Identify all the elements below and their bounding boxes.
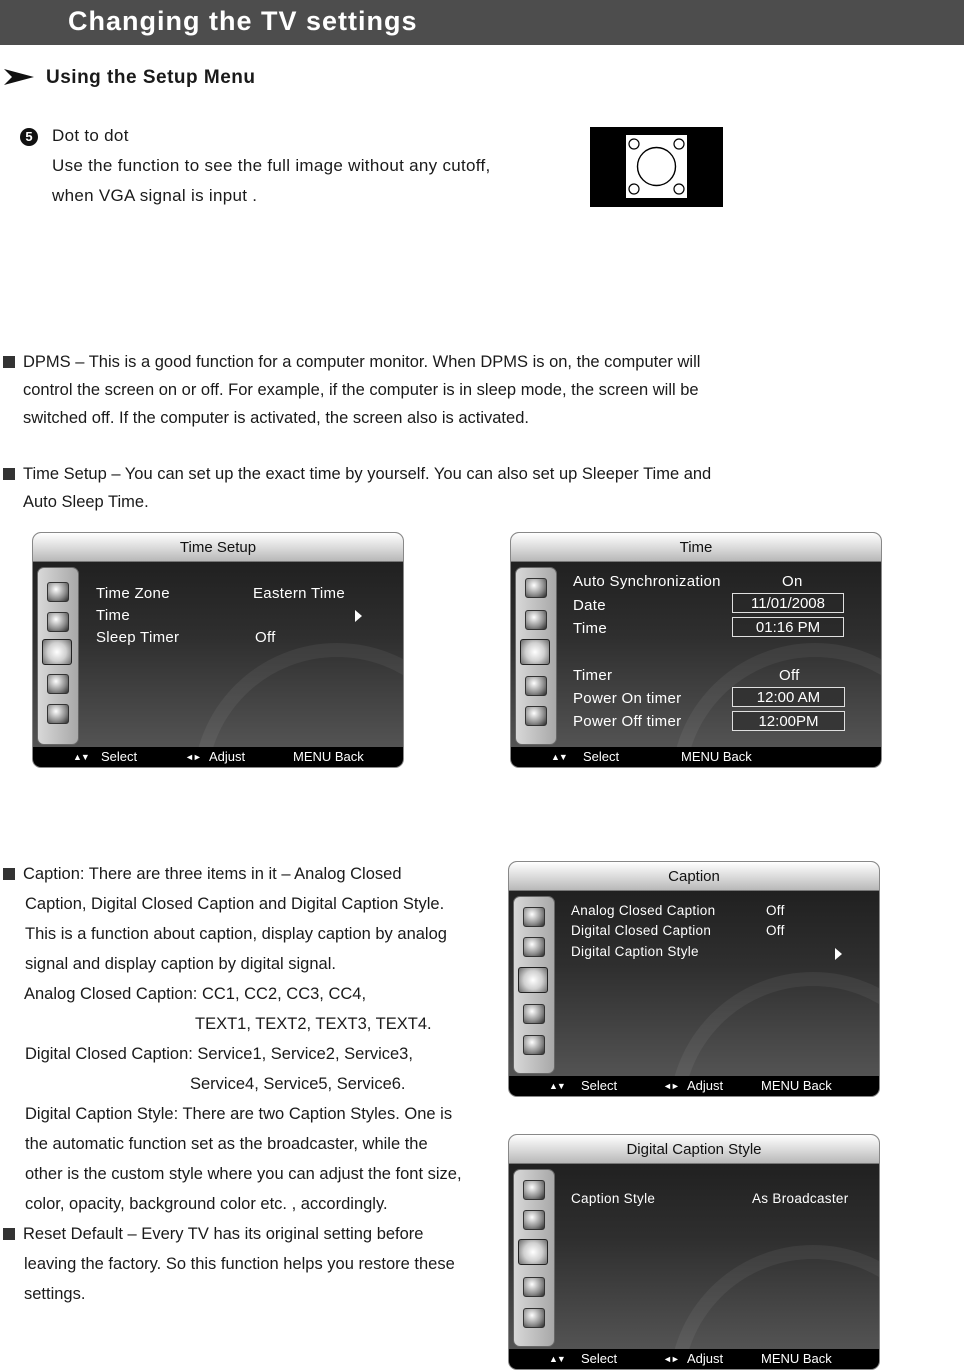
menu-row-label[interactable]: Auto Synchronization bbox=[573, 573, 721, 590]
footer-select-label: Select bbox=[101, 749, 138, 764]
caption-line11: other is the custom style where you can adjust the font size, bbox=[25, 1165, 462, 1183]
up-down-arrows-icon: ▲▼ bbox=[551, 752, 567, 762]
menu-row-label[interactable]: Digital Closed Caption bbox=[571, 923, 712, 938]
lock-icon[interactable] bbox=[523, 1277, 545, 1297]
tv-picture-icon[interactable] bbox=[47, 582, 69, 602]
menu-time-setup bbox=[32, 532, 404, 768]
dot-to-dot-title: Dot to dot bbox=[52, 126, 129, 145]
menu-row-label[interactable]: Power On timer bbox=[573, 690, 682, 707]
time-field[interactable]: 01:16 PM bbox=[732, 617, 844, 637]
caption-line4: signal and display caption by digital signal. bbox=[25, 955, 336, 973]
up-down-arrows-icon: ▲▼ bbox=[73, 752, 89, 762]
caption-line5: Analog Closed Caption: CC1, CC2, CC3, CC4, bbox=[24, 985, 367, 1003]
audio-icon[interactable] bbox=[523, 937, 545, 957]
tv-picture-icon[interactable] bbox=[525, 578, 547, 598]
lock-icon[interactable] bbox=[525, 676, 547, 696]
menu-row-value: Off bbox=[766, 903, 785, 918]
menu-row-label[interactable]: Power Off timer bbox=[573, 713, 682, 730]
left-right-arrows-icon: ◄► bbox=[663, 1081, 679, 1091]
power-off-timer-field[interactable]: 12:00PM bbox=[732, 711, 845, 731]
audio-icon[interactable] bbox=[525, 610, 547, 630]
power-on-timer-field[interactable]: 12:00 AM bbox=[732, 687, 845, 707]
reset-line2: leaving the factory. So this function helps you restore these bbox=[24, 1255, 455, 1273]
menu-row-value: Off bbox=[766, 923, 785, 938]
menu-row-label[interactable]: Timer bbox=[573, 667, 613, 684]
dpms-line1: DPMS – This is a good function for a computer monitor. When DPMS is on, the computer will bbox=[23, 353, 701, 371]
section-title: Using the Setup Menu bbox=[46, 67, 256, 88]
channel-icon[interactable] bbox=[523, 1308, 545, 1328]
caption-line1: Caption: There are three items in it – Analog Closed bbox=[23, 865, 402, 883]
menu-footer bbox=[509, 1349, 879, 1369]
dpms-line2: control the screen on or off. For example, if the computer is in sleep mode, the screen will be bbox=[23, 381, 699, 399]
menu-digital-caption-style bbox=[508, 1134, 880, 1370]
menu-sidebar bbox=[515, 567, 557, 745]
menu-title: Time bbox=[511, 533, 881, 562]
channel-icon[interactable] bbox=[523, 1035, 545, 1055]
lock-icon[interactable] bbox=[47, 674, 69, 694]
menu-footer bbox=[509, 1076, 879, 1096]
menu-row-label[interactable]: Time Zone bbox=[96, 585, 170, 602]
menu-row-value: As Broadcaster bbox=[752, 1191, 849, 1206]
item-number-badge: 5 bbox=[20, 128, 38, 146]
footer-select-label: Select bbox=[583, 749, 620, 764]
dot-to-dot-line1: Use the function to see the full image without any cutoff, bbox=[52, 156, 491, 175]
menu-sidebar bbox=[513, 896, 555, 1074]
reset-line3: settings. bbox=[24, 1285, 86, 1303]
menu-title: Caption bbox=[509, 862, 879, 891]
caption-line3: This is a function about caption, display caption by analog bbox=[25, 925, 447, 943]
time-setup-line2: Auto Sleep Time. bbox=[23, 493, 149, 511]
footer-adjust-label: Adjust bbox=[209, 749, 246, 764]
menu-row-value: Eastern Time bbox=[253, 585, 345, 602]
channel-icon[interactable] bbox=[47, 704, 69, 724]
menu-row-label[interactable]: Digital Caption Style bbox=[571, 944, 699, 959]
footer-back-label: MENU Back bbox=[761, 1351, 832, 1366]
date-field[interactable]: 11/01/2008 bbox=[732, 593, 844, 613]
setup-icon[interactable] bbox=[518, 1239, 548, 1265]
bullet-square-icon bbox=[3, 356, 15, 368]
menu-caption bbox=[508, 861, 880, 1097]
menu-row-value: On bbox=[782, 573, 803, 590]
up-down-arrows-icon: ▲▼ bbox=[549, 1081, 565, 1091]
footer-back-label: MENU Back bbox=[761, 1078, 832, 1093]
caption-line12: color, opacity, background color etc. , accordingly. bbox=[25, 1195, 388, 1213]
menu-row-label[interactable]: Time bbox=[96, 607, 130, 624]
dot-to-dot-diagram bbox=[590, 127, 723, 207]
menu-row-value: Off bbox=[779, 667, 800, 684]
setup-icon[interactable] bbox=[520, 639, 550, 665]
caption-line7: Digital Closed Caption: Service1, Service2, Service3, bbox=[25, 1045, 413, 1063]
submenu-arrow-icon[interactable] bbox=[355, 610, 362, 622]
caption-line9: Digital Caption Style: There are two Caption Styles. One is bbox=[25, 1105, 453, 1123]
left-right-arrows-icon: ◄► bbox=[185, 752, 201, 762]
menu-footer bbox=[511, 747, 881, 767]
caption-line10: the automatic function set as the broadcaster, while the bbox=[25, 1135, 428, 1153]
tv-picture-icon[interactable] bbox=[523, 907, 545, 927]
menu-title: Digital Caption Style bbox=[509, 1135, 879, 1164]
reset-line1: Reset Default – Every TV has its original setting before bbox=[23, 1225, 424, 1243]
up-down-arrows-icon: ▲▼ bbox=[549, 1354, 565, 1364]
audio-icon[interactable] bbox=[47, 612, 69, 632]
footer-back-label: MENU Back bbox=[681, 749, 752, 764]
left-right-arrows-icon: ◄► bbox=[663, 1354, 679, 1364]
bullet-square-icon bbox=[3, 468, 15, 480]
setup-icon[interactable] bbox=[42, 639, 72, 665]
menu-row-value: Off bbox=[255, 629, 276, 646]
time-setup-line1: Time Setup – You can set up the exact time by yourself. You can also set up Sleeper Time and bbox=[23, 465, 712, 483]
channel-icon[interactable] bbox=[525, 706, 547, 726]
menu-sidebar bbox=[37, 567, 79, 745]
bullet-square-icon bbox=[3, 1228, 15, 1240]
bullet-square-icon bbox=[3, 868, 15, 880]
dot-to-dot-circles-icon bbox=[626, 135, 687, 198]
menu-row-label[interactable]: Date bbox=[573, 597, 606, 614]
footer-back-label: MENU Back bbox=[293, 749, 364, 764]
menu-title: Time Setup bbox=[33, 533, 403, 562]
menu-footer bbox=[33, 747, 403, 767]
footer-select-label: Select bbox=[581, 1078, 618, 1093]
menu-row-label[interactable]: Analog Closed Caption bbox=[571, 903, 716, 918]
footer-adjust-label: Adjust bbox=[687, 1351, 724, 1366]
menu-row-label[interactable]: Sleep Timer bbox=[96, 629, 180, 646]
footer-select-label: Select bbox=[581, 1351, 618, 1366]
page-title: Changing the TV settings bbox=[68, 6, 418, 36]
audio-icon[interactable] bbox=[523, 1210, 545, 1230]
tv-picture-icon[interactable] bbox=[523, 1180, 545, 1200]
menu-time bbox=[510, 532, 882, 768]
section-arrow-icon bbox=[3, 66, 35, 88]
lock-icon[interactable] bbox=[523, 1004, 545, 1024]
setup-icon[interactable] bbox=[518, 967, 548, 993]
menu-row-label[interactable]: Caption Style bbox=[571, 1191, 656, 1206]
menu-row-label[interactable]: Time bbox=[573, 620, 607, 637]
submenu-arrow-icon[interactable] bbox=[835, 948, 842, 960]
dpms-line3: switched off. If the computer is activated, the screen also is activated. bbox=[23, 409, 529, 427]
footer-adjust-label: Adjust bbox=[687, 1078, 724, 1093]
caption-line8: Service4, Service5, Service6. bbox=[190, 1075, 406, 1093]
menu-sidebar bbox=[513, 1169, 555, 1347]
caption-line6: TEXT1, TEXT2, TEXT3, TEXT4. bbox=[195, 1015, 432, 1033]
dot-to-dot-line2: when VGA signal is input . bbox=[52, 186, 258, 205]
caption-line2: Caption, Digital Closed Caption and Digital Caption Style. bbox=[25, 895, 445, 913]
